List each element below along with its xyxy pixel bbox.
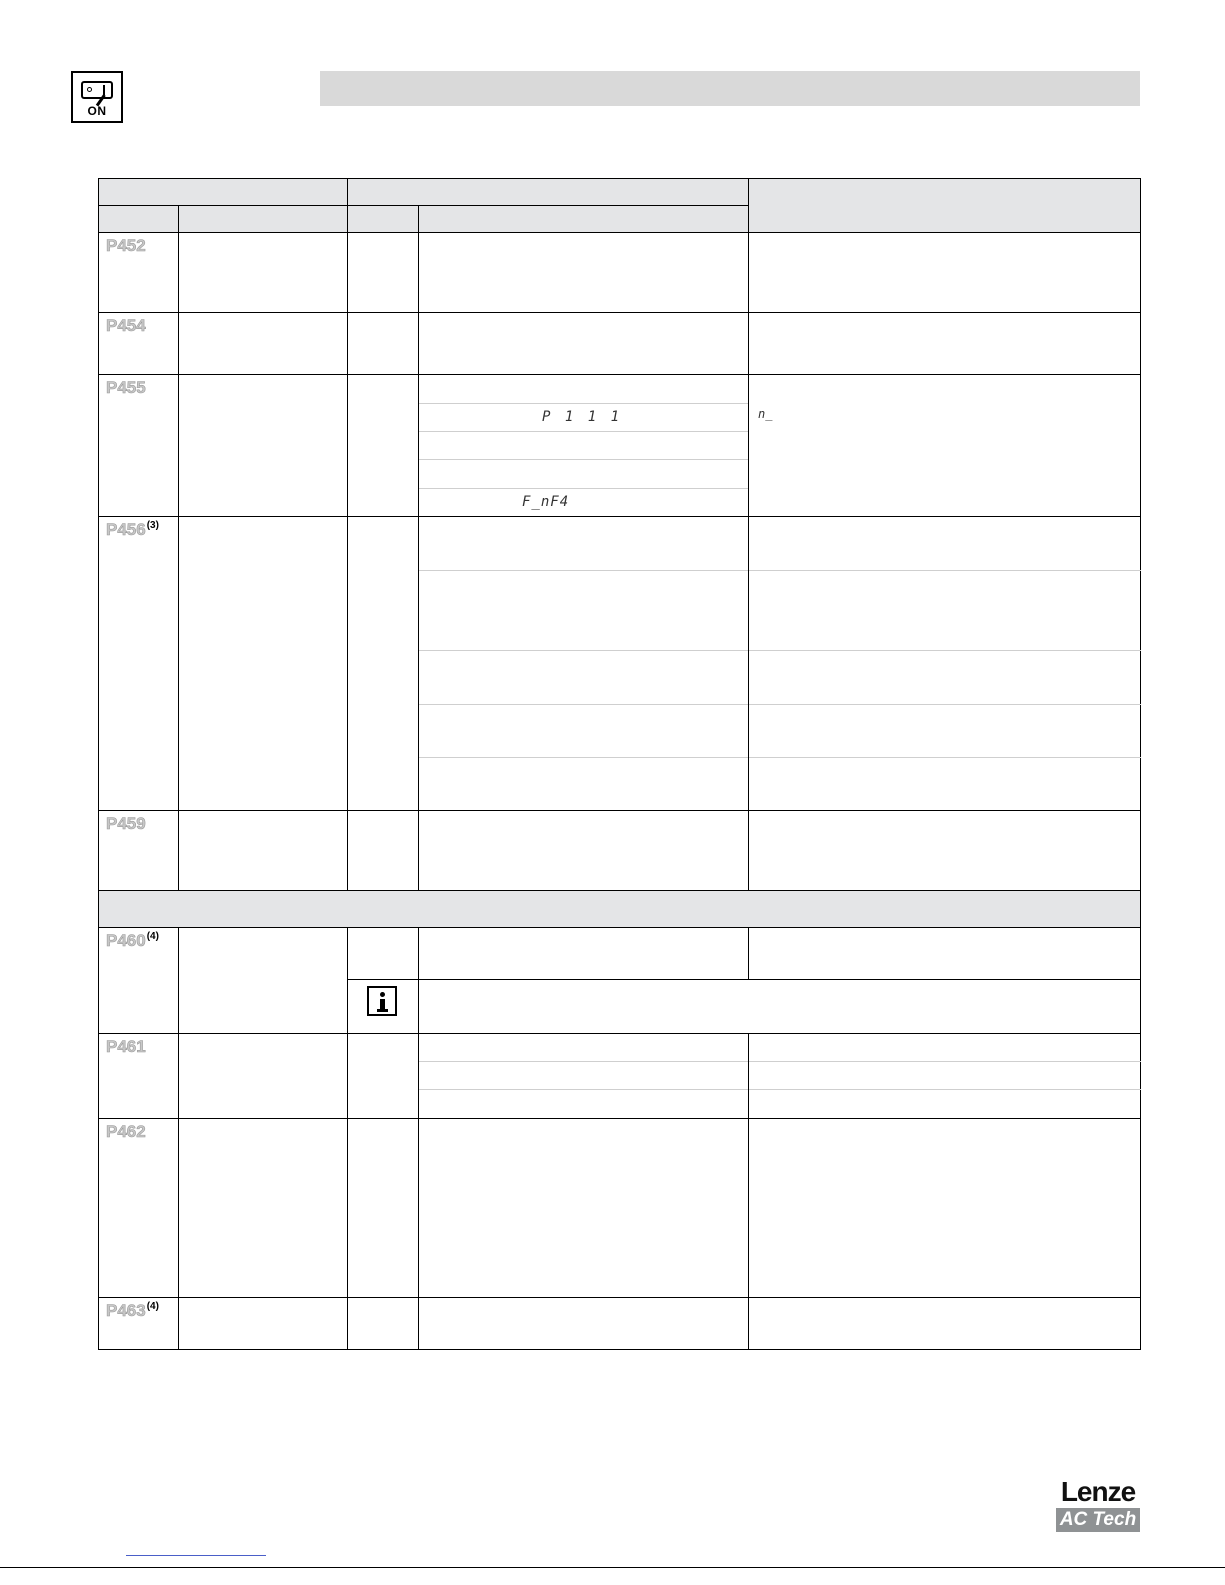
param-code: P452 — [106, 236, 146, 255]
switch-icon — [81, 81, 113, 99]
param-code: P454 — [106, 316, 146, 335]
power-on-icon — [71, 71, 123, 123]
param-code: P460$^{(4)}$ — [106, 931, 159, 950]
footnote-ref: (3) — [146, 520, 159, 532]
footer-link-underline[interactable] — [126, 1555, 266, 1556]
display-code: P 1 1 1 — [542, 409, 623, 425]
param-code: P462 — [106, 1122, 146, 1141]
logo-brand: Lenze — [1060, 1476, 1136, 1507]
param-code: P456$^{(3)}$ — [106, 520, 159, 539]
section-title-band — [320, 71, 1140, 106]
param-code: P459 — [106, 814, 146, 833]
footer-rule — [0, 1567, 1225, 1568]
display-code: F_nF4 — [522, 494, 570, 510]
lenze-ac-tech-logo — [1056, 1478, 1140, 1532]
param-code: P461 — [106, 1037, 146, 1056]
section-divider-row — [98, 890, 1141, 927]
footnote-ref: (4) — [146, 931, 159, 943]
info-icon — [367, 986, 397, 1016]
param-code: P455 — [106, 378, 146, 397]
footnote-ref: (4) — [146, 1301, 159, 1313]
on-label: ON — [87, 104, 107, 118]
parameter-table — [98, 178, 1141, 1350]
display-code: n_ — [758, 407, 773, 421]
param-code: P463$^{(4)}$ — [106, 1301, 159, 1320]
logo-sub: AC Tech — [1056, 1508, 1140, 1532]
